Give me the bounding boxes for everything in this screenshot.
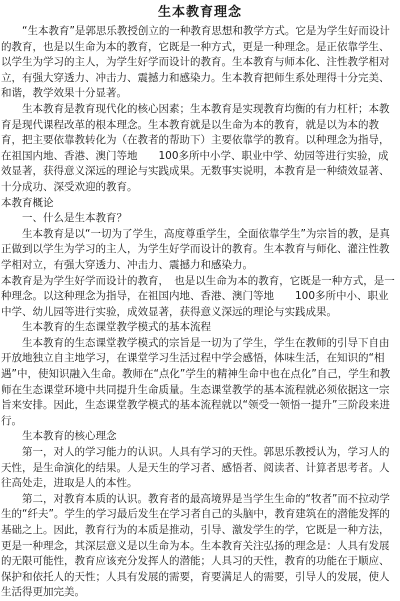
section-heading: 生本教育的生态课堂教学模式的基本流程 [22, 321, 211, 334]
page-title: 生本教育理念 [157, 5, 242, 20]
section-heading: 一、什么是生本教育？ [22, 212, 127, 225]
section-heading: 本教育概论 [1, 196, 54, 209]
document-body [0, 24, 400, 601]
paragraph: 第一，对人的学习能力的认识。人具有学习的天性。郭思乐教授认为，学习人的天性，是生命演化的结果。人是天生的学习者、感悟者、阅读者、计算者思考者。人往高处走，进取是人的本性。 [1, 446, 390, 490]
paragraph: 本教育是为学生好学而设计的教育， 也是以生命为本的教育，它既是一种方式，是一种理念。以这种理念为指导，在祖国内地、香港、澳门等地 100多所中小、职业中学、幼儿园等进行实验，成效显著，获得意义深远的理论与实践成果。 [1, 274, 395, 318]
paragraph: 生本教育是以“一切为了学生，高度尊重学生，全面依靠学生”为宗旨的教，是真正做到以学生为学习的主人，为学生好学而设计的教育。生本教育与师化、灌注性教学相对立，有强大穿透力、冲击力、震撼力和感染力。 [1, 227, 390, 271]
paragraph: 第二，对教育本质的认识。教育者的最高境界是当学生生命的“牧者”而不拉动学生的“纤夫”。学生的学习最后发生在学习者自己的头脑中，教育建筑在的潜能发挥的基础之上。因此，教育行为的本质是推动，引导、激发学生的学，它既是一种方法，更是一种理念，其深层意义是以生命为本。生本教育关注弘扬的理念是：人具有发展的无限可能性，教育应该充分发挥人的潜能；人具习的天性，教育的功能在于顺应、保护和依托人的天性；人具有发展的需要，育要满足人的需要，引导人的发展，使人生活得更加完美。 [1, 492, 390, 599]
paragraph: 生本教育是教育现代化的核心因素；生本教育是实现教育均衡的有力杠杆；本教育是现代课程改革的根本理念。生本教育就是以生命为本的教育，就是以为本的教育，把主要依靠教转化为（在教者的帮助下）主要依靠学的教育。以种理念为指导，在祖国内地、香港、澳门等地 100多所中小学、职业中学、幼园等进行实验，成效显著，获得意义深远的理论与实践成果。无数事实说明，本教育是一种绩效显著、十分成功、深受欢迎的教育。 [1, 102, 390, 193]
section-heading: 生本教育的核心理念 [22, 430, 117, 443]
paragraph: 生本教育的生态课堂教学模式的宗旨是一切为了学生，学生在教师的引导下自由开放地独立自主地学习，在课堂学习生活过程中学会感悟，体味生活，在知识的“相遇”中，使知识融入生命。教师在“点化”学生的精神生命中也在点化”自己，学生和教师在生态课堂环境中共同提升生命质量。生态课堂教学的基本流程就必须依据这一宗旨来安排。因此，生态课堂教学模式的基本流程就以“领受一领悟一提升”三阶段来进行。 [1, 336, 391, 427]
paragraph: “生本教育”是郭思乐教授创立的一种教育思想和教学方式。它是为学生好而设计的教育，也是以生命为本的教育，它既是一种方式，更是一种理念。是正依靠学生、以学生为学习的主人，为学生好学而设计的教育。生本教育与师本化、注性教学相对立，有强大穿透力、冲击力、震撼力和感染力。生本教育把师生系处理得十分完美、和谐，教学效果十分显著。 [1, 25, 390, 100]
